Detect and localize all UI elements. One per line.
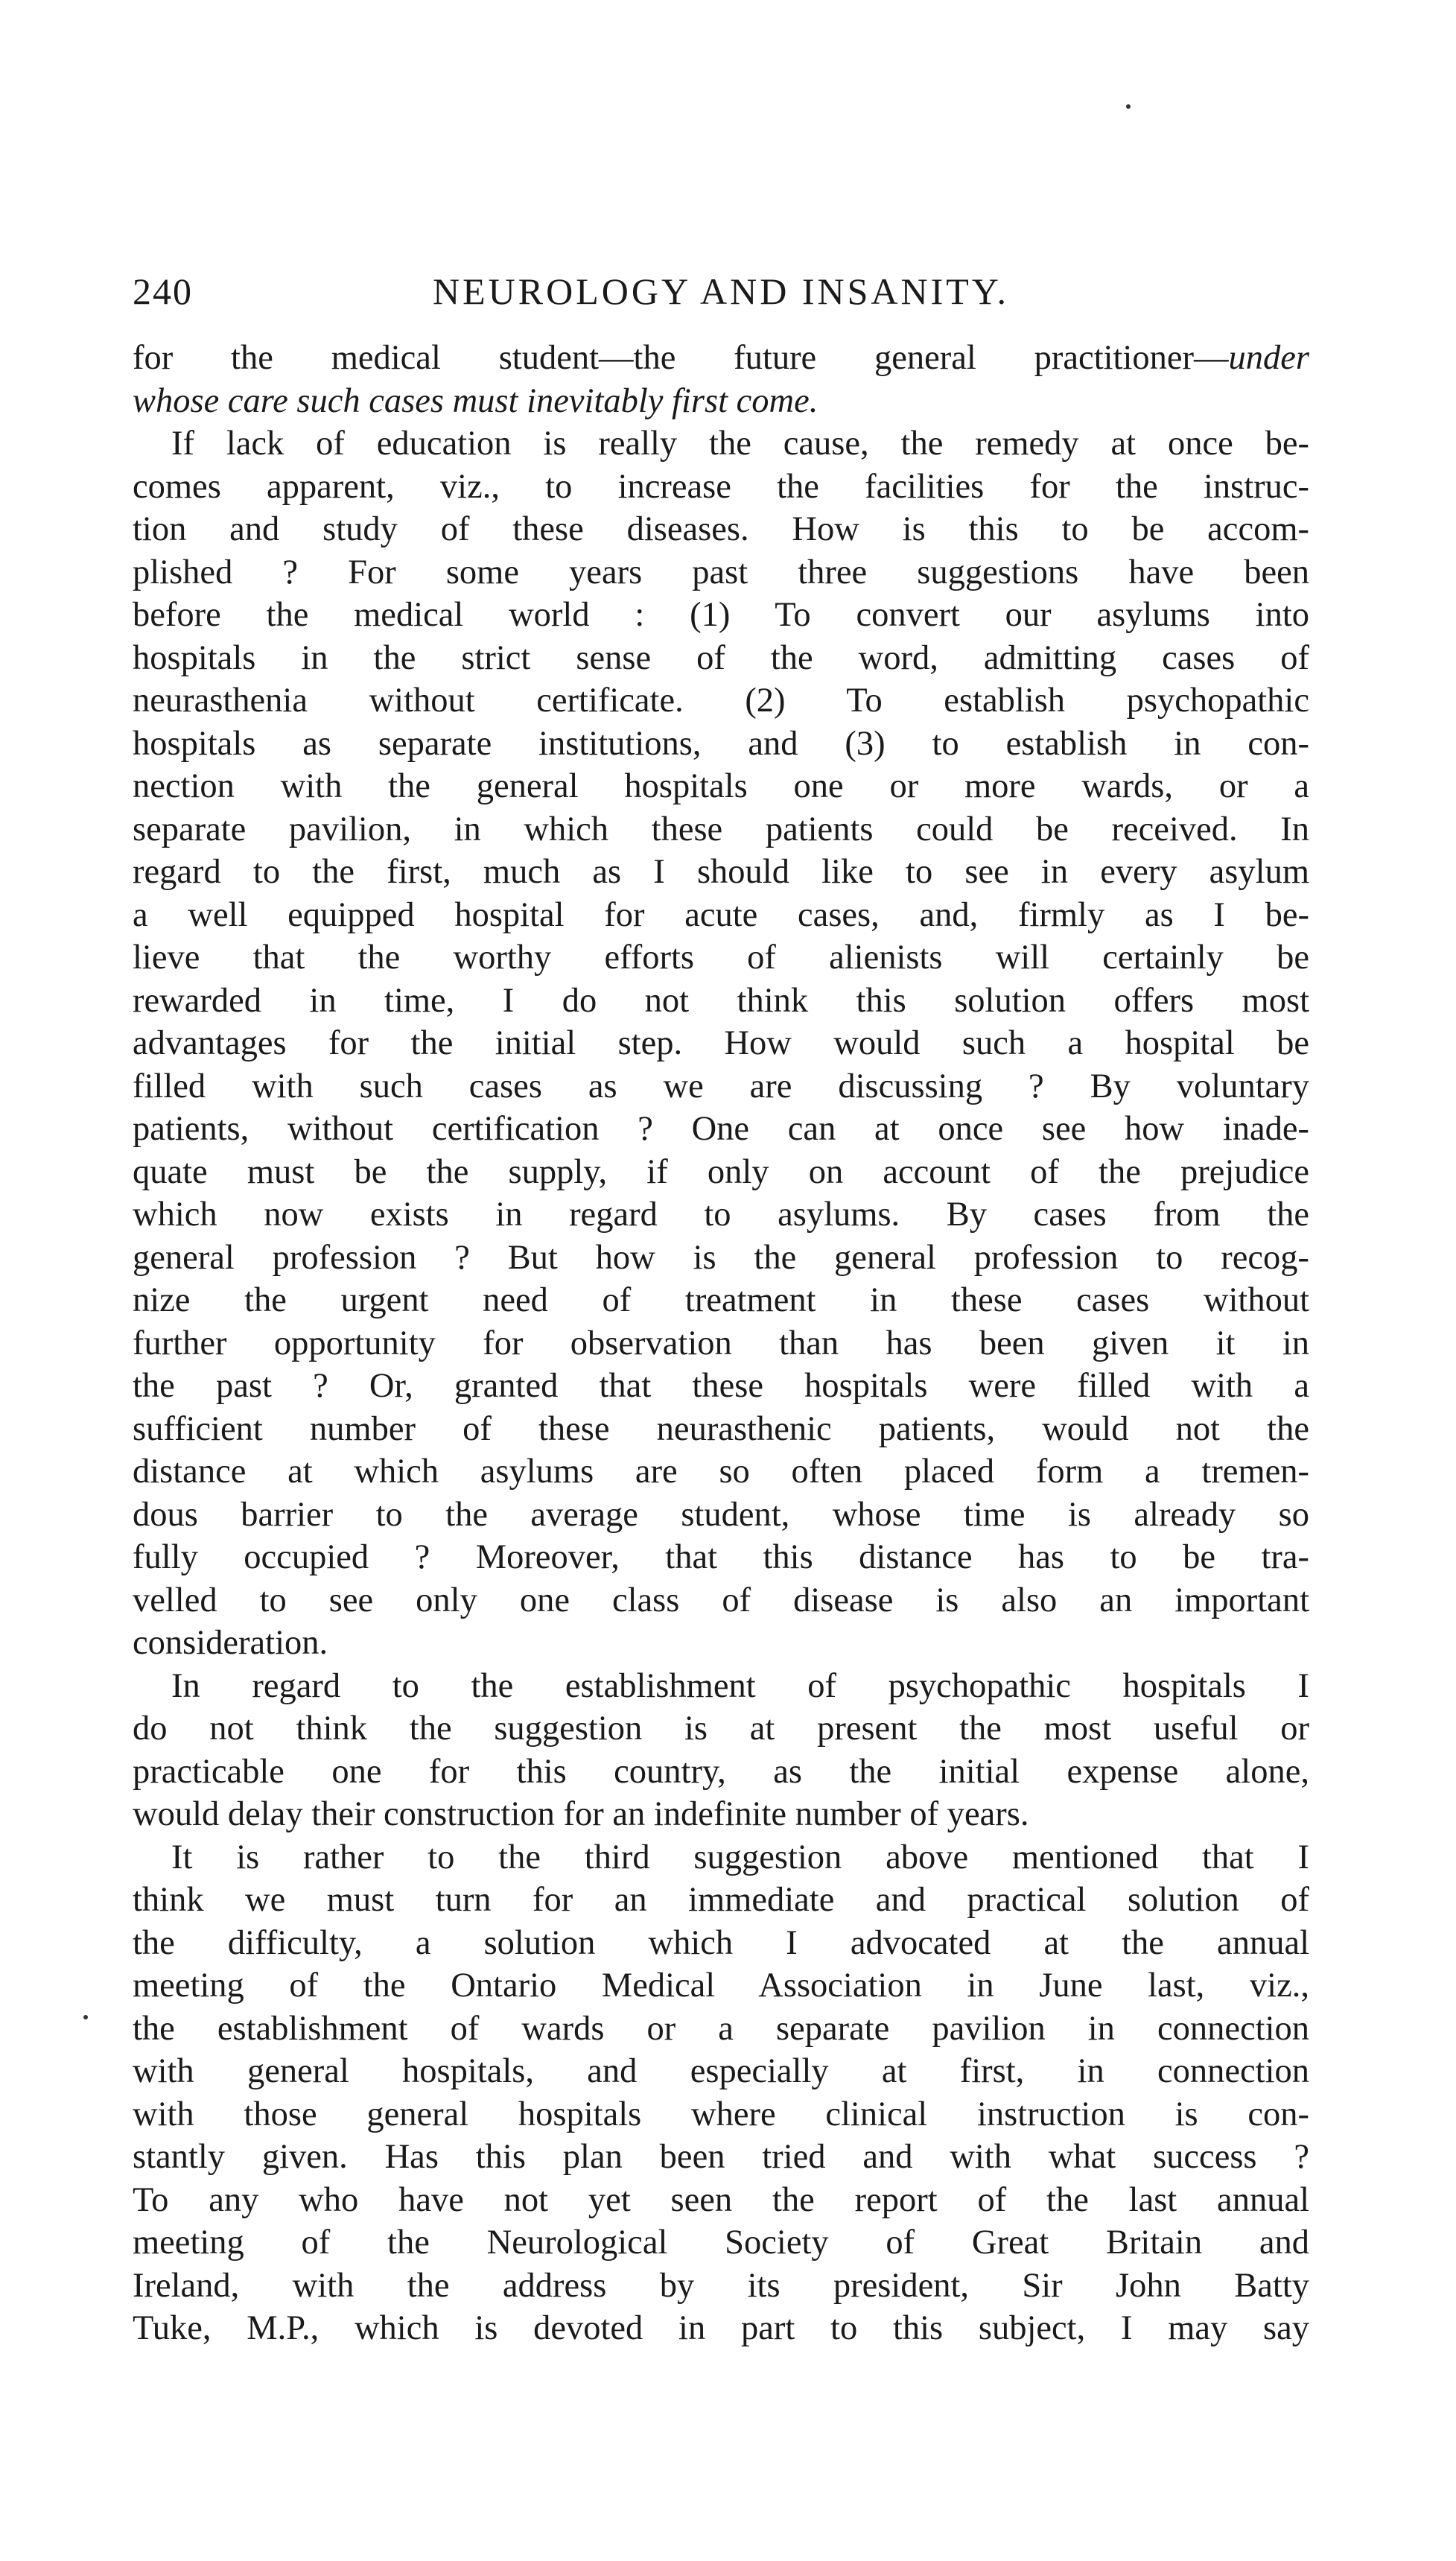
line-text: practicable one for this country, as the initial expense alone, — [133, 1752, 1309, 1791]
text-line — [133, 637, 1309, 680]
text-line — [133, 1707, 1309, 1751]
line-text: nection with the general hospitals one or more wards, or a — [133, 767, 1309, 805]
text-line — [133, 1279, 1309, 1322]
line-text: dous barrier to the average student, whose time is already so — [133, 1495, 1309, 1534]
text-line — [133, 1494, 1309, 1537]
text-line — [133, 1365, 1309, 1408]
text-line — [133, 1536, 1309, 1579]
text-line — [133, 594, 1309, 637]
text-line — [133, 466, 1309, 509]
italic-text: whose care such cases must inevitably first come. — [133, 381, 818, 420]
specks — [1126, 104, 1131, 109]
running-title: NEUROLOGY AND INSANITY. — [433, 270, 1009, 312]
line-text: meeting of the Neurological Society of Great Britain and — [133, 2224, 1309, 2262]
line-text: velled to see only one class of disease is also an important — [133, 1581, 1309, 1619]
line-text: rewarded in time, I do not think this solution offers most — [133, 981, 1309, 1020]
text-line — [133, 1793, 1309, 1836]
line-text: the establishment of wards or a separate pavilion in connection — [133, 2009, 1309, 2048]
line-text: the difficulty, a solution which I advocated at the annual — [133, 1923, 1309, 1962]
text-line — [133, 1022, 1309, 1065]
text-line — [133, 808, 1309, 851]
text-line — [133, 1237, 1309, 1280]
line-text: hospitals as separate institutions, and (3) to establish in con- — [133, 724, 1309, 763]
line-text: for the medical student—the future general practitioner— — [133, 339, 1229, 377]
text-line — [133, 1922, 1309, 1965]
text-line — [133, 723, 1309, 766]
line-text: filled with such cases as we are discussing ? By voluntary — [133, 1067, 1309, 1105]
line-text: which now exists in regard to asylums. By cases from the — [133, 1196, 1309, 1234]
line-text: with general hospitals, and especially at first, in connection — [133, 2052, 1309, 2090]
text-line — [133, 894, 1309, 937]
line-text: before the medical world : (1) To convert our asylums into — [133, 596, 1309, 634]
line-text: lieve that the worthy efforts of alienists will certainly be — [133, 939, 1309, 977]
text-line — [133, 1193, 1309, 1237]
line-text: In regard to the establishment of psychopathic hospitals I — [171, 1666, 1309, 1705]
paragraph — [133, 422, 1309, 1665]
text-line — [133, 337, 1309, 380]
text-line — [133, 2221, 1309, 2265]
text-line — [133, 2008, 1309, 2051]
text-line — [133, 1151, 1309, 1194]
line-text: with those general hospitals where clinical instruction is con- — [133, 2095, 1309, 2133]
line-text: advantages for the initial step. How would such a hospital be — [133, 1024, 1309, 1062]
italic-text: under — [1228, 339, 1309, 377]
text-line — [133, 1065, 1309, 1108]
text-line — [133, 936, 1309, 980]
line-text: think we must turn for an immediate and practical solution of — [133, 1881, 1309, 1919]
line-text: the past ? Or, granted that these hospitals were filled with a — [133, 1367, 1309, 1405]
text-line — [133, 1450, 1309, 1494]
text-line — [133, 851, 1309, 894]
text-line — [133, 1879, 1309, 1922]
specks — [83, 2015, 88, 2019]
text-line — [133, 1665, 1309, 1708]
line-text: Ireland, with the address by its president, Sir John Batty — [133, 2266, 1309, 2305]
line-text: a well equipped hospital for acute cases, and, firmly as I be- — [133, 895, 1309, 934]
paragraph — [133, 337, 1309, 422]
text-line — [133, 2050, 1309, 2093]
text-line — [133, 1622, 1309, 1665]
text-line — [133, 1836, 1309, 1879]
text-line — [133, 765, 1309, 808]
text-line — [133, 1322, 1309, 1365]
text-line — [133, 2179, 1309, 2222]
line-text: Tuke, M.P., which is devoted in part to this subject, I may say — [133, 2309, 1309, 2347]
text-line — [133, 2136, 1309, 2179]
line-text: do not think the suggestion is at present the most useful or — [133, 1710, 1309, 1748]
line-text: nize the urgent need of treatment in these cases without — [133, 1281, 1309, 1319]
running-head — [133, 265, 1309, 317]
line-text: tion and study of these diseases. How is this to be accom- — [133, 510, 1309, 548]
line-text: general profession ? But how is the general profession to recog- — [133, 1238, 1309, 1277]
text-line — [133, 1751, 1309, 1794]
line-text: distance at which asylums are so often placed form a tremen- — [133, 1453, 1309, 1491]
line-text: If lack of education is really the cause, the remedy at once be- — [171, 425, 1309, 463]
text-line — [133, 1408, 1309, 1451]
text-line — [133, 1579, 1309, 1622]
text-line — [133, 380, 1309, 423]
text-line — [133, 551, 1309, 594]
paragraph — [133, 1665, 1309, 1836]
line-text: To any who have not yet seen the report of the last annual — [133, 2180, 1309, 2219]
text-line — [133, 1964, 1309, 2008]
page-number: 240 — [133, 270, 193, 312]
line-text: stantly given. Has this plan been tried and with what success ? — [133, 2138, 1309, 2176]
text-line — [133, 1108, 1309, 1151]
line-text: sufficient number of these neurasthenic patients, would not the — [133, 1409, 1309, 1448]
body-text — [133, 337, 1309, 2350]
line-text: comes apparent, viz., to increase the facilities for the instruc- — [133, 467, 1309, 506]
line-text: consideration. — [133, 1624, 328, 1662]
line-text: meeting of the Ontario Medical Association in June last, viz., — [133, 1967, 1309, 2005]
line-text: patients, without certification ? One can at once see how inade- — [133, 1110, 1309, 1148]
line-text: It is rather to the third suggestion above mentioned that I — [171, 1838, 1309, 1876]
text-line — [133, 980, 1309, 1023]
text-line — [133, 2307, 1309, 2350]
line-text: neurasthenia without certificate. (2) To establish psychopathic — [133, 682, 1309, 720]
line-text: further opportunity for observation than has been given it in — [133, 1324, 1309, 1362]
line-text: would delay their construction for an indefinite number of years. — [133, 1795, 1029, 1833]
line-text: plished ? For some years past three suggestions have been — [133, 553, 1309, 591]
line-text: quate must be the supply, if only on account of the prejudice — [133, 1152, 1309, 1191]
line-text: hospitals in the strict sense of the word, admitting cases of — [133, 638, 1309, 677]
text-line — [133, 422, 1309, 466]
line-text: fully occupied ? Moreover, that this distance has to be tra- — [133, 1538, 1309, 1576]
line-text: separate pavilion, in which these patients could be received. In — [133, 810, 1309, 848]
text-line — [133, 508, 1309, 551]
text-line — [133, 2265, 1309, 2308]
line-text: regard to the first, much as I should like to see in every asylum — [133, 853, 1309, 891]
paragraph — [133, 1836, 1309, 2350]
text-line — [133, 679, 1309, 723]
text-line — [133, 2093, 1309, 2136]
